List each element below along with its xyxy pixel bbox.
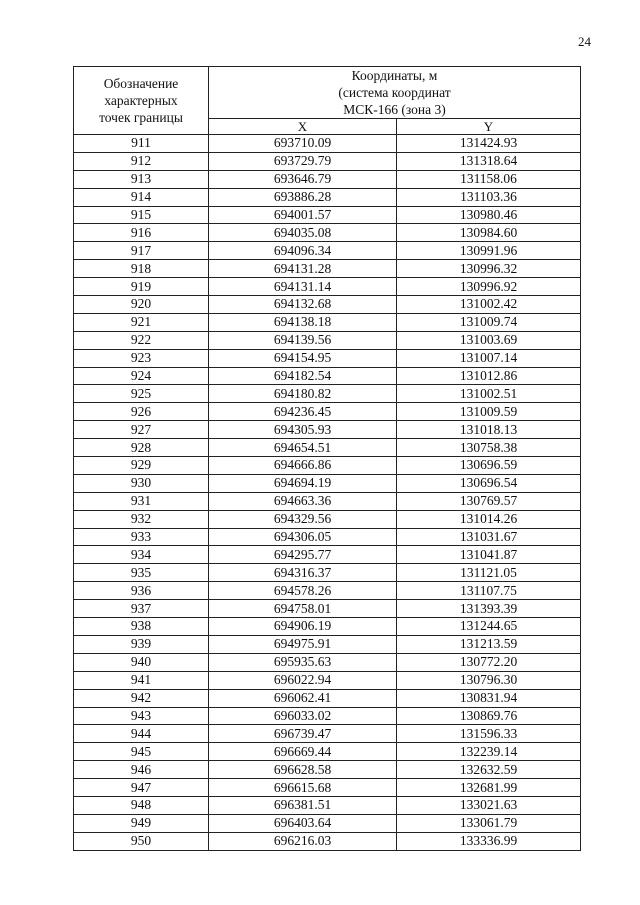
x-cell: 694666.86 xyxy=(209,457,397,475)
point-id-cell: 938 xyxy=(74,618,209,636)
header-point-line-1: Обозначение xyxy=(103,76,179,91)
header-y: Y xyxy=(397,119,581,135)
table-row xyxy=(74,421,581,439)
x-cell: 694906.19 xyxy=(209,618,397,636)
header-coords-line-2: (система координат xyxy=(338,85,451,100)
x-cell: 696403.64 xyxy=(209,814,397,832)
point-id-cell: 923 xyxy=(74,349,209,367)
point-id-cell: 950 xyxy=(74,832,209,850)
table-row xyxy=(74,832,581,850)
table-row xyxy=(74,707,581,725)
point-id-cell: 929 xyxy=(74,457,209,475)
x-cell: 694758.01 xyxy=(209,600,397,618)
x-cell: 694180.82 xyxy=(209,385,397,403)
table-row xyxy=(74,135,581,153)
y-cell: 130758.38 xyxy=(397,439,581,457)
point-id-cell: 939 xyxy=(74,635,209,653)
point-id-cell: 920 xyxy=(74,296,209,314)
table-row xyxy=(74,814,581,832)
y-cell: 133061.79 xyxy=(397,814,581,832)
y-cell: 130984.60 xyxy=(397,224,581,242)
point-id-cell: 936 xyxy=(74,582,209,600)
point-id-cell: 913 xyxy=(74,170,209,188)
y-cell: 133336.99 xyxy=(397,832,581,850)
y-cell: 133021.63 xyxy=(397,796,581,814)
table-body xyxy=(74,135,581,851)
header-x: X xyxy=(209,119,397,135)
point-id-cell: 943 xyxy=(74,707,209,725)
y-cell: 131318.64 xyxy=(397,152,581,170)
y-cell: 131596.33 xyxy=(397,725,581,743)
point-id-cell: 946 xyxy=(74,761,209,779)
table-row xyxy=(74,206,581,224)
point-id-cell: 937 xyxy=(74,600,209,618)
table-row xyxy=(74,349,581,367)
x-cell: 694236.45 xyxy=(209,403,397,421)
point-id-cell: 915 xyxy=(74,206,209,224)
point-id-cell: 922 xyxy=(74,331,209,349)
point-id-cell: 949 xyxy=(74,814,209,832)
x-cell: 694132.68 xyxy=(209,296,397,314)
x-cell: 694295.77 xyxy=(209,546,397,564)
y-cell: 131007.14 xyxy=(397,349,581,367)
point-id-cell: 926 xyxy=(74,403,209,421)
point-id-cell: 924 xyxy=(74,367,209,385)
table-row xyxy=(74,385,581,403)
table-row xyxy=(74,671,581,689)
table-row xyxy=(74,653,581,671)
point-id-cell: 941 xyxy=(74,671,209,689)
table-row xyxy=(74,492,581,510)
y-cell: 130996.32 xyxy=(397,260,581,278)
table-row xyxy=(74,761,581,779)
y-cell: 130772.20 xyxy=(397,653,581,671)
y-cell: 130769.57 xyxy=(397,492,581,510)
point-id-cell: 918 xyxy=(74,260,209,278)
y-cell: 131002.51 xyxy=(397,385,581,403)
x-cell: 696381.51 xyxy=(209,796,397,814)
y-cell: 132632.59 xyxy=(397,761,581,779)
table-row xyxy=(74,564,581,582)
point-id-cell: 944 xyxy=(74,725,209,743)
x-cell: 696739.47 xyxy=(209,725,397,743)
table-row xyxy=(74,546,581,564)
x-cell: 694305.93 xyxy=(209,421,397,439)
x-cell: 694138.18 xyxy=(209,313,397,331)
point-id-cell: 933 xyxy=(74,528,209,546)
table-row xyxy=(74,278,581,296)
header-coordinates xyxy=(209,67,581,119)
x-cell: 694035.08 xyxy=(209,224,397,242)
point-id-cell: 916 xyxy=(74,224,209,242)
header-point-line-3: точек границы xyxy=(99,110,183,125)
table-row xyxy=(74,689,581,707)
x-cell: 693646.79 xyxy=(209,170,397,188)
y-cell: 130796.30 xyxy=(397,671,581,689)
table-row xyxy=(74,331,581,349)
y-cell: 131158.06 xyxy=(397,170,581,188)
table-row xyxy=(74,188,581,206)
y-cell: 131018.13 xyxy=(397,421,581,439)
header-point-line-2: характерных xyxy=(104,93,178,108)
table-row xyxy=(74,725,581,743)
x-cell: 695935.63 xyxy=(209,653,397,671)
x-cell: 694182.54 xyxy=(209,367,397,385)
y-cell: 131107.75 xyxy=(397,582,581,600)
point-id-cell: 925 xyxy=(74,385,209,403)
table-row xyxy=(74,403,581,421)
point-id-cell: 919 xyxy=(74,278,209,296)
point-id-cell: 948 xyxy=(74,796,209,814)
x-cell: 693710.09 xyxy=(209,135,397,153)
point-id-cell: 932 xyxy=(74,510,209,528)
x-cell: 696669.44 xyxy=(209,743,397,761)
x-cell: 694001.57 xyxy=(209,206,397,224)
x-cell: 694316.37 xyxy=(209,564,397,582)
x-cell: 694131.14 xyxy=(209,278,397,296)
point-id-cell: 935 xyxy=(74,564,209,582)
y-cell: 132681.99 xyxy=(397,779,581,797)
x-cell: 694663.36 xyxy=(209,492,397,510)
y-cell: 130991.96 xyxy=(397,242,581,260)
y-cell: 131213.59 xyxy=(397,635,581,653)
x-cell: 694694.19 xyxy=(209,474,397,492)
header-point-designation xyxy=(74,67,209,135)
point-id-cell: 945 xyxy=(74,743,209,761)
y-cell: 131393.39 xyxy=(397,600,581,618)
table-row xyxy=(74,457,581,475)
x-cell: 694154.95 xyxy=(209,349,397,367)
point-id-cell: 947 xyxy=(74,779,209,797)
y-cell: 130831.94 xyxy=(397,689,581,707)
x-cell: 693886.28 xyxy=(209,188,397,206)
coordinates-table xyxy=(73,66,581,851)
point-id-cell: 942 xyxy=(74,689,209,707)
point-id-cell: 931 xyxy=(74,492,209,510)
y-cell: 131009.74 xyxy=(397,313,581,331)
x-cell: 694139.56 xyxy=(209,331,397,349)
header-coords-line-3: МСК-166 (зона 3) xyxy=(343,102,446,117)
y-cell: 130869.76 xyxy=(397,707,581,725)
table-row xyxy=(74,313,581,331)
table-row xyxy=(74,296,581,314)
x-cell: 696022.94 xyxy=(209,671,397,689)
x-cell: 694975.91 xyxy=(209,635,397,653)
point-id-cell: 928 xyxy=(74,439,209,457)
y-cell: 130980.46 xyxy=(397,206,581,224)
table-row xyxy=(74,618,581,636)
y-cell: 131121.05 xyxy=(397,564,581,582)
table-row xyxy=(74,170,581,188)
table-row xyxy=(74,528,581,546)
y-cell: 131041.87 xyxy=(397,546,581,564)
point-id-cell: 940 xyxy=(74,653,209,671)
table-row xyxy=(74,474,581,492)
table-row xyxy=(74,796,581,814)
table-row xyxy=(74,152,581,170)
x-cell: 696615.68 xyxy=(209,779,397,797)
x-cell: 694329.56 xyxy=(209,510,397,528)
table-row xyxy=(74,779,581,797)
point-id-cell: 930 xyxy=(74,474,209,492)
x-cell: 694096.34 xyxy=(209,242,397,260)
x-cell: 694306.05 xyxy=(209,528,397,546)
table-row xyxy=(74,600,581,618)
table-row xyxy=(74,224,581,242)
table-row xyxy=(74,510,581,528)
point-id-cell: 914 xyxy=(74,188,209,206)
y-cell: 131244.65 xyxy=(397,618,581,636)
point-id-cell: 912 xyxy=(74,152,209,170)
x-cell: 694654.51 xyxy=(209,439,397,457)
header-coords-line-1: Координаты, м xyxy=(351,68,438,83)
point-id-cell: 917 xyxy=(74,242,209,260)
x-cell: 696628.58 xyxy=(209,761,397,779)
y-cell: 131031.67 xyxy=(397,528,581,546)
point-id-cell: 927 xyxy=(74,421,209,439)
y-cell: 130996.92 xyxy=(397,278,581,296)
point-id-cell: 921 xyxy=(74,313,209,331)
y-cell: 131003.69 xyxy=(397,331,581,349)
table-row xyxy=(74,582,581,600)
x-cell: 693729.79 xyxy=(209,152,397,170)
table-row xyxy=(74,260,581,278)
x-cell: 696062.41 xyxy=(209,689,397,707)
x-cell: 694131.28 xyxy=(209,260,397,278)
x-cell: 696216.03 xyxy=(209,832,397,850)
y-cell: 130696.59 xyxy=(397,457,581,475)
table-row xyxy=(74,439,581,457)
y-cell: 131012.86 xyxy=(397,367,581,385)
y-cell: 131424.93 xyxy=(397,135,581,153)
y-cell: 131103.36 xyxy=(397,188,581,206)
y-cell: 131002.42 xyxy=(397,296,581,314)
table-row xyxy=(74,635,581,653)
table-row xyxy=(74,367,581,385)
x-cell: 694578.26 xyxy=(209,582,397,600)
point-id-cell: 934 xyxy=(74,546,209,564)
point-id-cell: 911 xyxy=(74,135,209,153)
y-cell: 132239.14 xyxy=(397,743,581,761)
x-cell: 696033.02 xyxy=(209,707,397,725)
y-cell: 131009.59 xyxy=(397,403,581,421)
table-row xyxy=(74,743,581,761)
page-number: 24 xyxy=(578,34,591,49)
y-cell: 131014.26 xyxy=(397,510,581,528)
table-row xyxy=(74,242,581,260)
y-cell: 130696.54 xyxy=(397,474,581,492)
